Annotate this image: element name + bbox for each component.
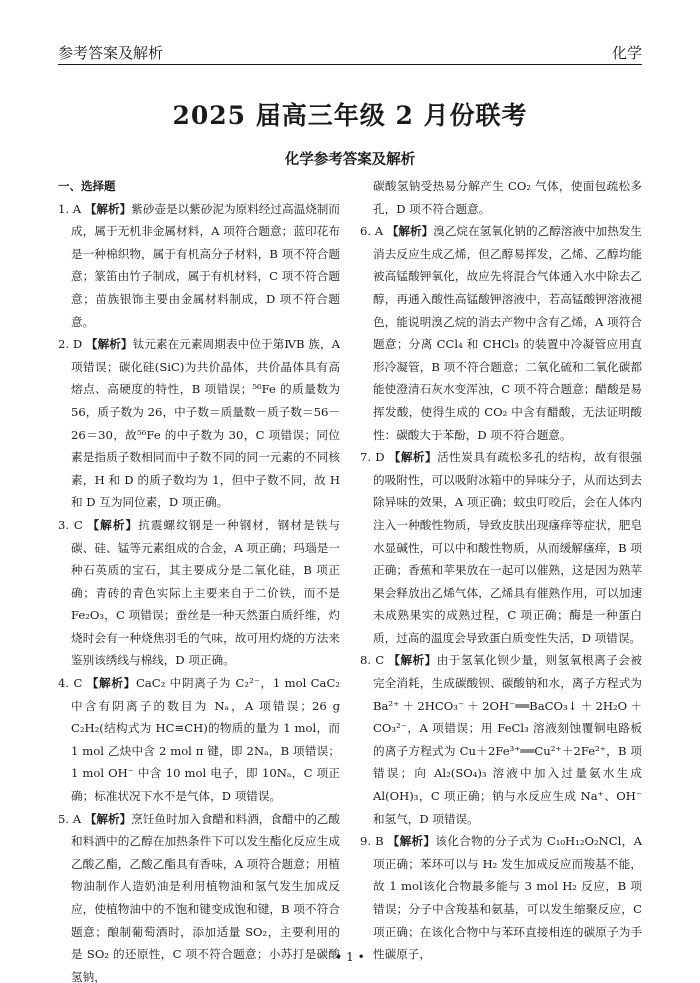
answer-number: 4. C (58, 676, 83, 691)
right-column (360, 175, 642, 966)
answer-number: 7. D (360, 450, 385, 465)
page-subtitle: 化学参考答案及解析 (284, 152, 416, 168)
answer-item-2 (58, 333, 340, 514)
analysis-tag: 【解析】 (388, 450, 438, 465)
answer-number: 1. A (58, 201, 82, 216)
answer-item-8 (360, 649, 642, 830)
analysis-text: 活性炭具有疏松多孔的结构，故有很强的吸附性，可以吸附冰箱中的异味分子，从而达到去除异味的效果，A 项正确；蚊虫叮咬后，会在人体内注入一种酸性物质，导致皮肤出现瘙痒等症状，肥皂水显碱性，可以中和酸性物质，从而缓解瘙痒，B 项正确；香蕉和苹果放在一起可以催熟，这是因为熟苹果会释放出乙烯气体，乙烯具有催熟作用，可以加速未成熟果实的成熟过程，C 项正确；酶是一种蛋白质，过高的温度会导致蛋白质变性失活，D 项错误。 (373, 450, 643, 645)
answer-item-5-continued (360, 175, 642, 220)
analysis-text: CaC₂ 中阴离子为 C₂²⁻，1 mol CaC₂ 中含有阴离子的数目为 Nₐ，A 项错误；26 g C₂H₂(结构式为 HC≡CH)的物质的量为 1 mol，而 1 mol 乙炔中含 2 mol π 键，即 2Nₐ，B 项错误；1 mol OH⁻ 中含 10 mol 电子，即 10Nₐ，C 项正确；标准状况下水不是气体，D 项错误。 (71, 676, 340, 804)
analysis-tag: 【解析】 (386, 224, 434, 239)
analysis-text: 钛元素在元素周期表中位于第ⅣB 族，A 项错误；碳化硅(SiC)为共价晶体，共价晶体具有高熔点、高硬度的特性，B 项错误；⁵⁶Fe 的质量数为 56，质子数为 26，中子数＝质量数－质子数＝56－26＝30，故⁵⁶Fe 的中子数为 30，C 项错误；同位素是指质子数相同而中子数不同的同一元素的不同核素，H 和 D 的质子数均为 1，但中子数不同，故 H 和 D 互为同位素，D 项正确。 (71, 337, 340, 510)
page-title: 2025 届高三年级 2 月份联考 (172, 101, 528, 130)
analysis-tag: 【解析】 (86, 676, 136, 691)
answer-number: 2. D (58, 337, 83, 352)
answer-number: 6. A (360, 224, 384, 239)
analysis-tag: 【解析】 (85, 337, 133, 352)
answer-number: 9. B (360, 834, 384, 849)
analysis-text: 碳酸氢钠受热易分解产生 CO₂ 气体，使面包疏松多孔，D 项不符合题意。 (373, 179, 642, 216)
header-left-text: 参考答案及解析 (58, 44, 164, 62)
answer-number: 8. C (360, 653, 385, 668)
analysis-tag: 【解析】 (84, 201, 132, 216)
answer-number: 5. A (58, 811, 82, 826)
analysis-text: 由于氢氧化钡少量，则氢氧根离子会被完全消耗，生成碳酸钡、碳酸钠和水，离子方程式为 Ba²⁺＋2HCO₃⁻＋2OH⁻══BaCO₃↓＋2H₂O＋CO₃²⁻，A 项错误；用 FeCl₃ 溶液刻蚀覆铜电路板的离子方程式为 Cu＋2Fe³⁺══Cu²⁺＋2Fe²⁺，B 项错误；向 Al₂(SO₄)₃ 溶液中加入过量氨水生成 Al(OH)₃，C 项正确；钠与水反应生成 Na⁺、OH⁻ 和氢气，D 项错误。 (373, 653, 642, 826)
answer-item-3 (58, 514, 340, 672)
left-column (58, 175, 340, 983)
analysis-tag: 【解析】 (87, 517, 139, 532)
answer-item-1 (58, 198, 340, 334)
analysis-text: 该化合物的分子式为 C₁₀H₁₂O₂NCl，A 项正确；苯环可以与 H₂ 发生加成反应而羧基不能，故 1 mol该化合物最多能与 3 mol H₂ 反应，B 项错误；分子中含羧基和氨基，可以发生缩聚反应，C 项正确；在该化合物中与苯环直接相连的碳原子为手性碳原子， (373, 834, 642, 962)
analysis-tag: 【解析】 (388, 653, 437, 668)
answer-item-9 (360, 830, 642, 966)
analysis-text: 紫砂壶是以紫砂泥为原料经过高温烧制而成，属于无机非金属材料，A 项符合题意；蓝印花布是一种棉织物，属于有机高分子材料，B 项不符合题意；篆笛由竹子制成，属于有机材料，C 项不符合题意；苗族银饰主要由金属材料制成，D 项不符合题意。 (71, 201, 340, 329)
analysis-tag: 【解析】 (84, 811, 132, 826)
page-header (58, 38, 642, 66)
answer-item-7 (360, 446, 642, 649)
analysis-text: 烹饪鱼时加入食醋和料酒，食醋中的乙酸和料酒中的乙醇在加热条件下可以发生酯化反应生成乙酸乙酯，乙酸乙酯具有香味，A 项符合题意；用植物油制作人造奶油是利用植物油和氢气发生加成反应，使植物油中的不饱和键变成饱和键，B 项不符合题意；酿制葡萄酒时，添加适量 SO₂，主要利用的是 SO₂ 的还原性，C 项不符合题意；小苏打是碳酸氢钠， (71, 811, 340, 983)
page-number: • 1 • (335, 950, 365, 964)
analysis-text: 抗震螺纹钢是一种钢材，钢材是铁与碳、硅、锰等元素组成的合金，A 项正确；玛瑙是一种石英质的宝石，其主要成分是二氧化硅，B 项正确；青砖的青色实际上主要来自于二价铁，而不是 Fe₂O₃，C 项错误；蚕丝是一种天然蛋白质纤维，灼烧时会有一种烧焦羽毛的气味，故可用灼烧的方法来鉴别该绣线与棉线，D 项正确。 (71, 517, 340, 668)
answer-item-6 (360, 220, 642, 446)
section-heading: 一、选择题 (58, 179, 116, 193)
answer-item-4 (58, 672, 340, 808)
answer-number: 3. C (58, 517, 83, 532)
analysis-tag: 【解析】 (387, 834, 436, 849)
header-subject: 化学 (611, 44, 642, 62)
analysis-text: 溴乙烷在氢氧化钠的乙醇溶液中加热发生消去反应生成乙烯，但乙醇易挥发，乙烯、乙醇均能被高锰酸钾氧化，故应先将混合气体通入水中除去乙醇，再通入酸性高锰酸钾溶液中，若高锰酸钾溶液褪色，能说明溴乙烷的消去产物中含有乙烯，A 项符合题意；分离 CCl₄ 和 CHCl₃ 的装置中冷凝管应用直形冷凝管，B 项不符合题意；二氧化硫和二氧化碳都能使澄清石灰水变浑浊，C 项不符合题意；醋酸是易挥发酸，使得生成的 CO₂ 中含有醋酸，无法证明酸性：碳酸大于苯酚，D 项不符合题意。 (373, 224, 642, 442)
header-rule (58, 64, 642, 65)
